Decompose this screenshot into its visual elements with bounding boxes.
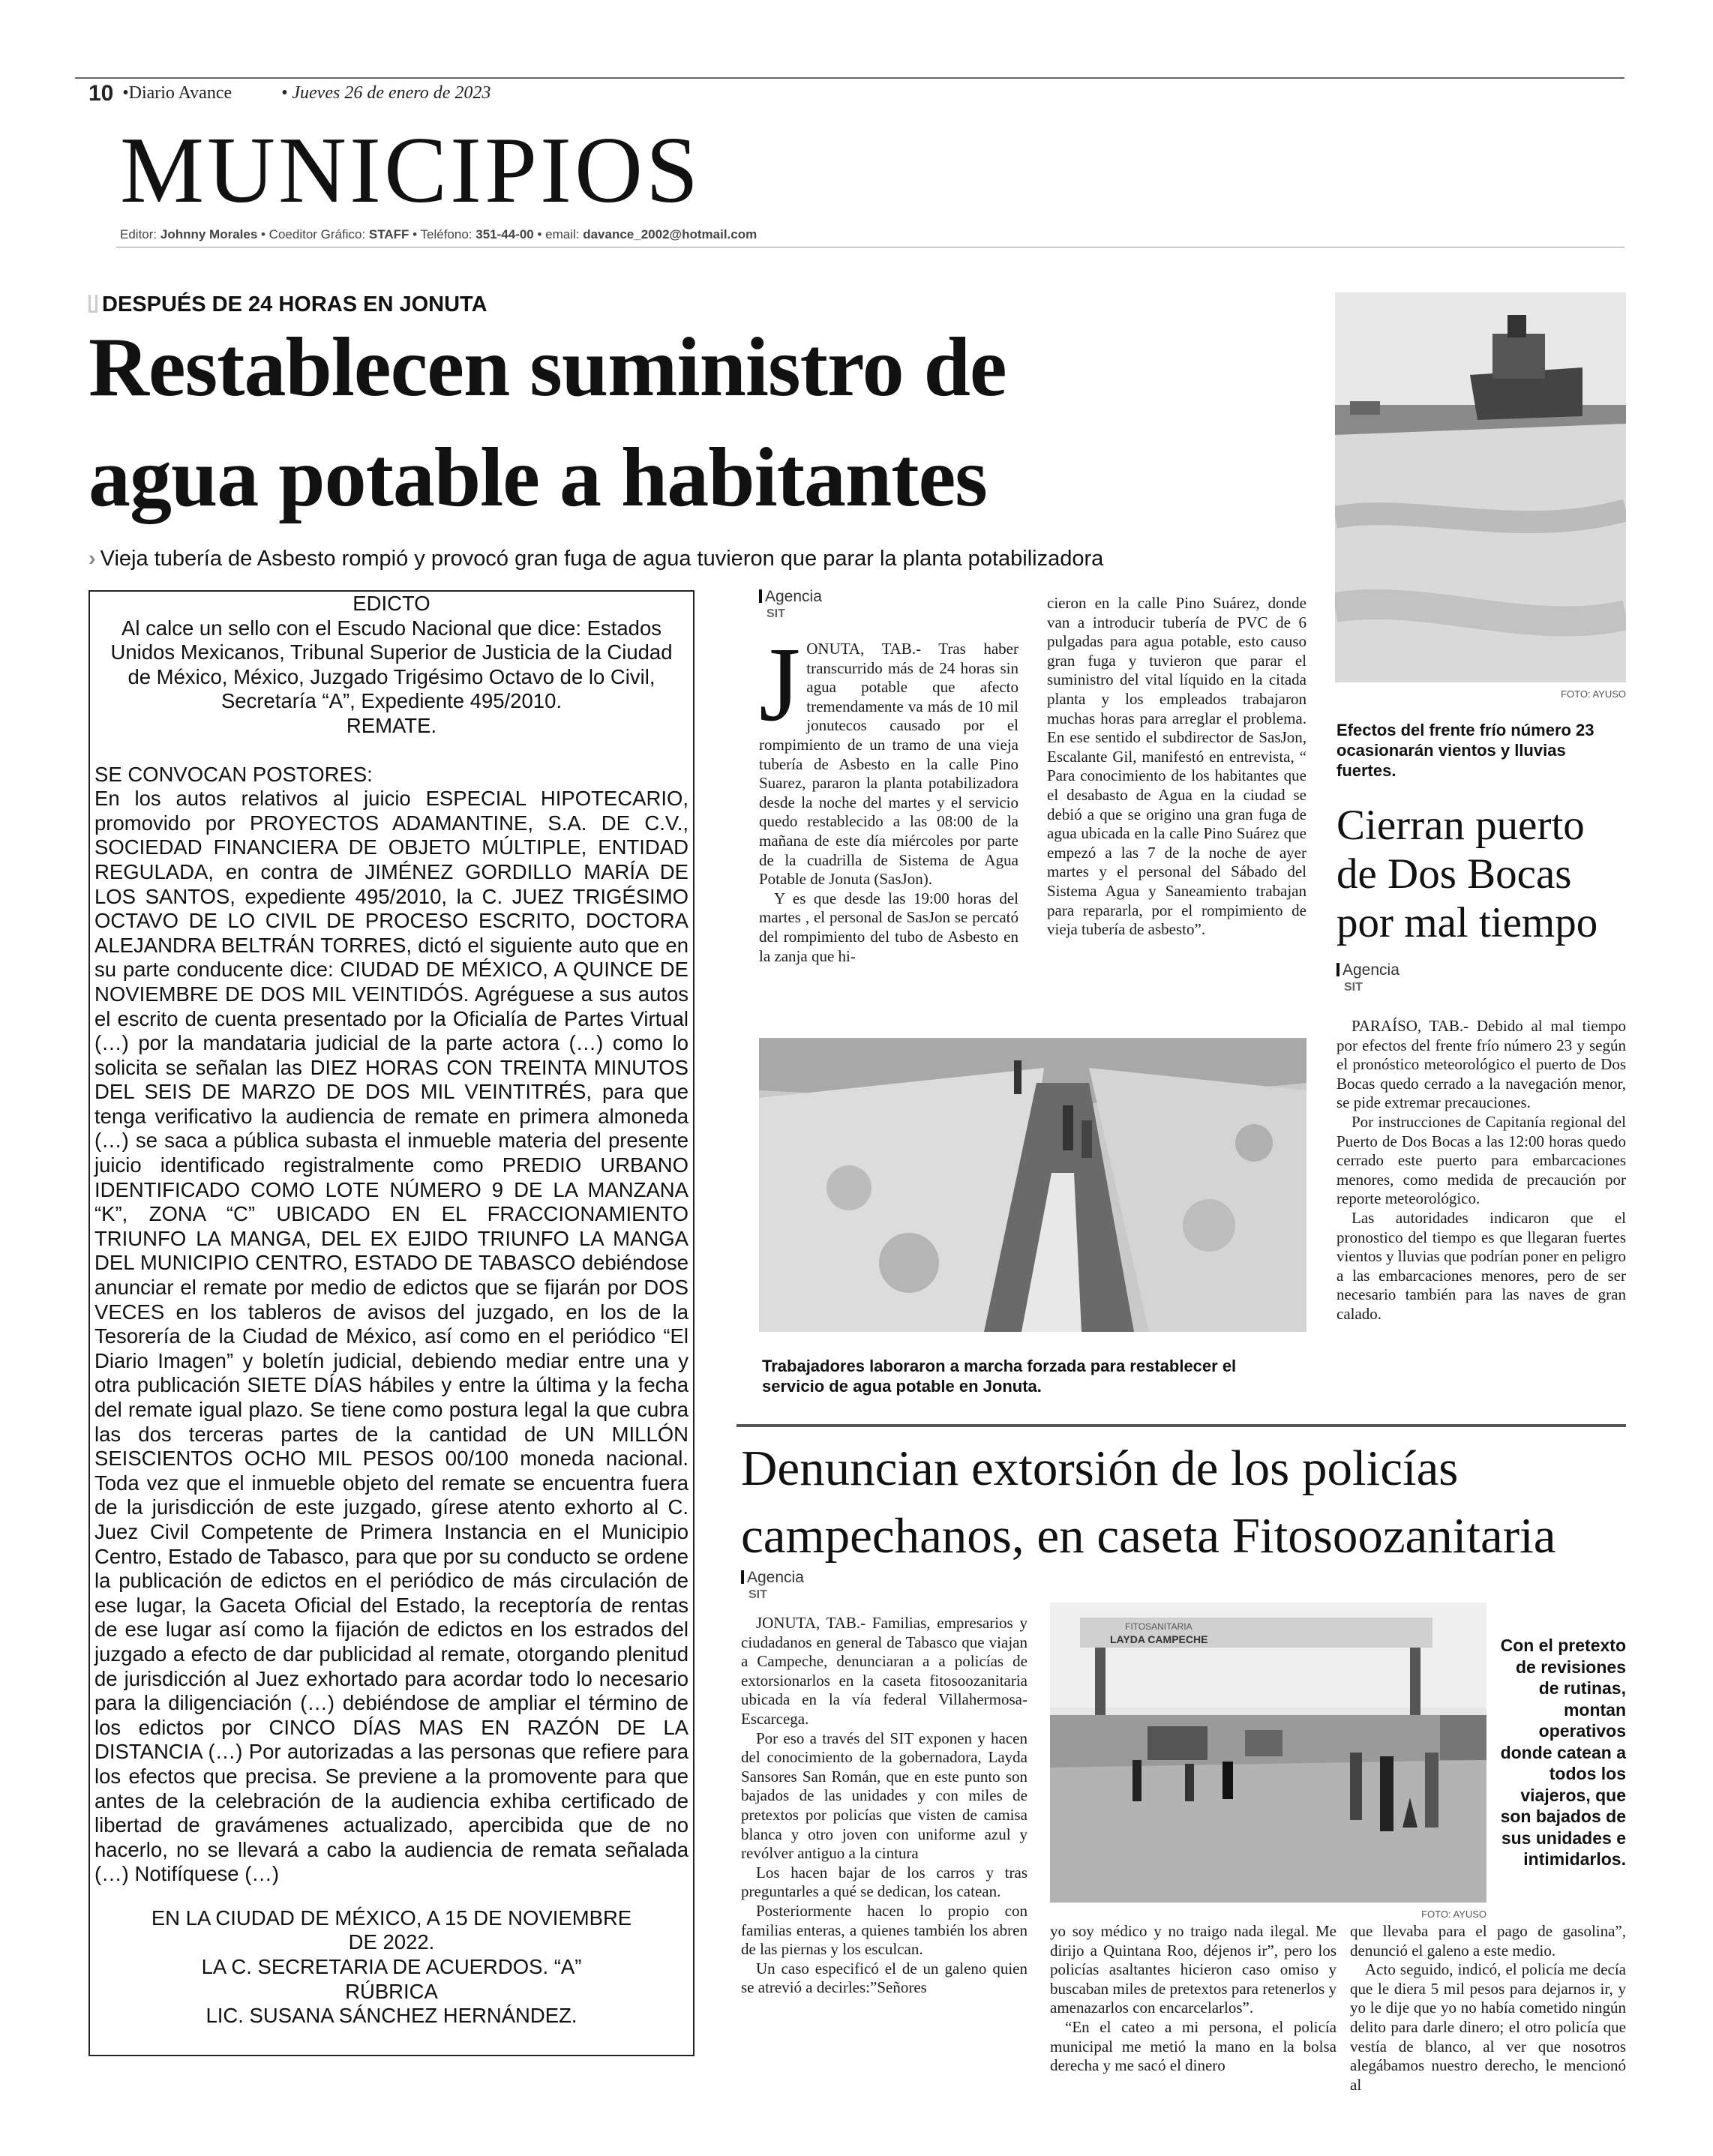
edicto-body: En los autos relativos al juicio ESPECIAL HIPOTECARIO, promovido por PROYECTOS ADAMANTINE, S.A. DE C.V., SOCIEDAD FINANCIERA DE OBJETO MÚLTIPLE, ENTIDAD REGULADA, en contra de JIMÉNEZ GORDILLO MARÍA DE LOS SANTOS, expediente 495/2010, la C. JUEZ TRIGÉSIMO OCTAVO DE LO CIVIL DE PROCESO ESCRITO, DOCTORA ALEJANDRA BELTRÁN TORRES, dictó el siguiente auto que en su parte conducente dice: CIUDAD DE MÉXICO, A QUINCE DE NOVIEMBRE DE DOS MIL VEINTIDÓS. Agréguese a sus autos el escrito de cuenta presentado por la Oficialía de Partes Virtual (…) por la mandataria judicial de la parte actora (…) como lo solicita se señalan las DIEZ HORAS CON TREINTA MINUTOS DEL SEIS DE MARZO DE DOS MIL VEINTITRÉS, para que tenga verificativo la audiencia de remate en primera almoneda (…) se saca a pública subasta el inmueble materia del presente juicio identificado registralmente como PREDIO URBANO IDENTIFICADO COMO LOTE NÚMERO 9 DE LA MANZANA “K”, ZONA “C” UBICADO EN EL FRACCIONAMIENTO TRIUNFO LA MANGA, DEL EX EJIDO TRIUNFO LA MANGA DEL MUNICIPIO CENTRO, ESTADO DE TABASCO debiéndose anunciar el remate por medio de edictos que se fijarán por DOS VECES en los tableros de avisos del juzgado, en los de la Tesorería de la Ciudad de México, así como en el periódico “El Diario Imagen” y boletín judicial, debiendo mediar entre una y otra publicación SIETE DÍAS hábiles y entre la última y la fecha del remate igual plazo. Se tiene como postura legal la que cubra las dos terceras partes de la cantidad de UN MILLÓN SEISCIENTOS OCHO MIL PESOS 00/100 moneda nacional. Toda vez que el inmueble objeto del remate se encuentra fuera de la jurisdicción de este juzgado, gírese atento exhorto al C. Juez Civil Competente de Primera Instancia en el Municipio Centro, Estado de Tabasco, para que por su conducto se ordene la publicación de edictos en el periódico de más circulación de ese lugar, la Gaceta Oficial del Estado, la receptoría de rentas de ese lugar así como la fijación de edictos en los estrados del juzgado a efecto de dar publicidad al remate, otorgando plenitud de jurisdicción al Juez exhortado para acordar todo lo necesario para la diligenciación (…) debiéndose de ampliar el término de los edictos por CINCO DÍAS MAS EN RAZÓN DE LA DISTANCIA (…) Por autorizadas a las personas que refiere para los efectos que precisa. Se previene a la promovente para que antes de la celebración de la audiencia exhiba certificado de libertad de gravámenes actualizado, apercibida que de no hacerlo, no se llevará a cabo la audiencia de remata señalada (…) Notifíquese (…)	[94, 787, 688, 1886]
main-headline-line1: Restablecen suministro de	[88, 321, 1006, 414]
checkpoint-photo-caption: Con el pretexto de revisiones de rutinas, montan operativos donde catean a todos los viajeros, que son bajados de sus unidades e intimidarlos.	[1500, 1636, 1626, 1869]
port-photo-caption: Efectos del frente frío número 23 ocasionarán vientos y lluvias fuertes.	[1336, 721, 1594, 780]
checkpoint-sign-2: LAYDA CAMPECHE	[1110, 1633, 1208, 1645]
dropcap: J	[759, 625, 801, 743]
page-number: 10	[88, 81, 114, 106]
edicto-remate: REMATE.	[346, 713, 437, 737]
main-headline-line2: agua potable a habitantes	[88, 431, 987, 524]
side-agency: Agencia SIT	[1336, 961, 1400, 994]
main-subhead: › Vieja tubería de Asbesto rompió y provocó gran fuga de agua tuvieron que parar la planta potabilizadora	[88, 547, 1104, 571]
checkpoint-photo-credit: FOTO: AYUSO	[1421, 1909, 1486, 1920]
bottom-body-col1: JONUTA, TAB.- Familias, empresarios y ciudadanos en general de Tabasco que viajan a Campeche, denunciaran a a policías de extorsionarlos en la caseta fitosoozanitaria ubicada en la vía federal Villahermosa-Escarcega. Por eso a través del SIT exponen y hacen del conocimiento de la gobernadora, Layda Sansores San Román, que en este punto son bajados de las unidades y con miles de pretextos por policías que visten de camisa blanca y otro joven con uniforme azul y revólver antiguo a la cintura Los hacen bajar de los carros y tras preguntarles a qué se dedican, los catean. Posteriormente hacen lo propio con familias enteras, a quienes también los abren de las piernas y los esculcan. Un caso especificó el de un galeno quien se atrevió a decirles:”Señores	[741, 1614, 1028, 1997]
edicto-title: EDICTO	[352, 592, 430, 615]
kicker-mark	[88, 295, 98, 313]
email: davance_2002@hotmail.com	[583, 227, 758, 241]
bottom-headline-line1: Denuncian extorsión de los policías	[741, 1441, 1459, 1496]
bottom-agency: Agencia SIT	[741, 1569, 804, 1602]
trench-photo	[759, 1038, 1306, 1332]
main-agency: Agencia SIT	[759, 588, 822, 621]
bottom-headline-line2: campechanos, en caseta Fitosoozanitaria	[741, 1508, 1556, 1564]
issue-date: • Jueves 26 de enero de 2023	[280, 83, 491, 103]
side-body: PARAÍSO, TAB.- Debido al mal tiempo por efectos del frente frío número 23 y según el pronóstico meteorológico el puerto de Dos Bocas quedo cerrado a la navegación menor, se pide extremar precauciones. Por instrucciones de Capitanía regional del Puerto de Dos Bocas a las 12:00 horas quedo cerrado este puerto para embarcaciones menores, como medida de precaución por reporte meteorológico. Las autoridades indicaron que el pronostico del tiempo es que llegaran fuertes vientos y lluvias que podrían poner en peligro a las embarcaciones menores, pero de ser necesario también para las naves de gran calado.	[1336, 1017, 1626, 1323]
edicto-closing-rubrica: RÚBRICA	[345, 1979, 438, 2003]
bottom-body-col3: que llevaba para el pago de gasolina”, denunció el galeno a este medio. Acto seguido, indicó, el policía me decía que le diera 5 mil pesos para dejarnos ir, y yo le dije que yo no había cometido ningún delito para darle dinero; el otro policía que vestía de blanco, al ver que nosotros alegábamos nuestro derecho, le mencionó al	[1350, 1922, 1626, 2094]
trench-photo-caption: Trabajadores laboraron a marcha forzada para restablecer el servicio de agua potable en Jonuta.	[762, 1357, 1237, 1396]
main-body-col2: cieron en la calle Pino Suárez, donde van a introducir tubería de PVC de 6 pulgadas para agua potable, esto causo gran fuga y tuvieron que parar el suministro del vital líquido en la citada planta y los empleados trabajaron muchas horas para arreglar el problema. En ese sentido el subdirector de SasJon, Escalante Gil, manifestó en entrevista, “ Para conocimiento de los habitantes que el desabasto de Agua en la ciudad se debió a que se origino una gran fuga de agua ubicada en la calle Pino Suárez que empezó a las 7 de la noche de ayer martes y el personal del Sábado del Sistema Agua y Saneamiento trabajan para repararla, por el rompimiento de vieja tubería de asbesto”.	[1047, 594, 1306, 939]
phone: 351-44-00	[476, 227, 534, 241]
section-credits: Editor: Johnny Morales • Coeditor Gráfico: STAFF • Teléfono: 351-44-00 • email: davance_2002@hotmail.com	[120, 227, 758, 241]
bottom-body-col2: yo soy médico y no traigo nada ilegal. Me dirijo a Quintana Roo, déjenos ir”, pero los policías asaltantes hicieron caso omiso y buscaban miles de pretextos para retenerlos y amenazarlos con encarcelarlos”. “En el cateo a mi persona, el policía municipal me metió la mano en la bolsa derecha y me sacó el dinero	[1050, 1922, 1336, 2075]
edicto-closing-name: LIC. SUSANA SÁNCHEZ HERNÁNDEZ.	[206, 2004, 578, 2028]
edicto-convocan: SE CONVOCAN POSTORES:	[94, 762, 373, 786]
checkpoint-sign-1: FITOSANITARIA	[1125, 1621, 1192, 1632]
edicto-closing-date: EN LA CIUDAD DE MÉXICO, A 15 DE NOVIEMBRE DE 2022.	[151, 1906, 632, 1954]
page-header	[88, 81, 490, 106]
edicto-intro: Al calce un sello con el Escudo Nacional que dice: Estados Unidos Mexicanos, Tribunal Superior de Justicia de la Ciudad de México, México, Juzgado Trigésimo Octavo de lo Civil, Secretaría “A”, Expediente 495/2010.	[110, 616, 673, 713]
main-body-col1: J ONUTA, TAB.- Tras haber transcurrido más de 24 horas sin agua potable que afecto tremendamente va más de 10 mil jonutecos causado por el rompimiento de un tramo de una vieja tubería de Asbesto en la calle Pino Suarez, pararon la planta potabilizadora desde la noche del martes y el servicio quedo restablecido a las 08:00 de la mañana de este día miércoles por parte de la cuadrilla de Sistema de Agua Potable de Jonuta (SasJon). Y es que desde las 19:00 horas del martes , el personal de SasJon se percató del rompimiento del tubo de Asbesto en la zanja que hi-	[759, 625, 1018, 965]
port-photo	[1335, 292, 1626, 682]
editor-name: Johnny Morales	[160, 227, 258, 241]
coeditor-name: STAFF	[368, 227, 410, 241]
paper-name: •Diario Avance	[122, 83, 232, 103]
main-kicker: DESPUÉS DE 24 HORAS EN JONUTA	[88, 292, 488, 317]
edicto-box	[88, 590, 694, 2056]
top-rule	[75, 77, 1624, 79]
port-photo-credit: FOTO: AYUSO	[1561, 688, 1626, 700]
section-title: MUNICIPIOS	[120, 118, 702, 223]
subhead-chevron-icon: ›	[88, 547, 96, 571]
edicto-closing-secretary: LA C. SECRETARIA DE ACUERDOS. “A”	[201, 1955, 582, 1979]
checkpoint-photo	[1050, 1603, 1486, 1903]
side-headline: Cierran puerto de Dos Bocas por mal tiempo	[1336, 802, 1598, 946]
bottom-rule	[736, 1424, 1626, 1427]
